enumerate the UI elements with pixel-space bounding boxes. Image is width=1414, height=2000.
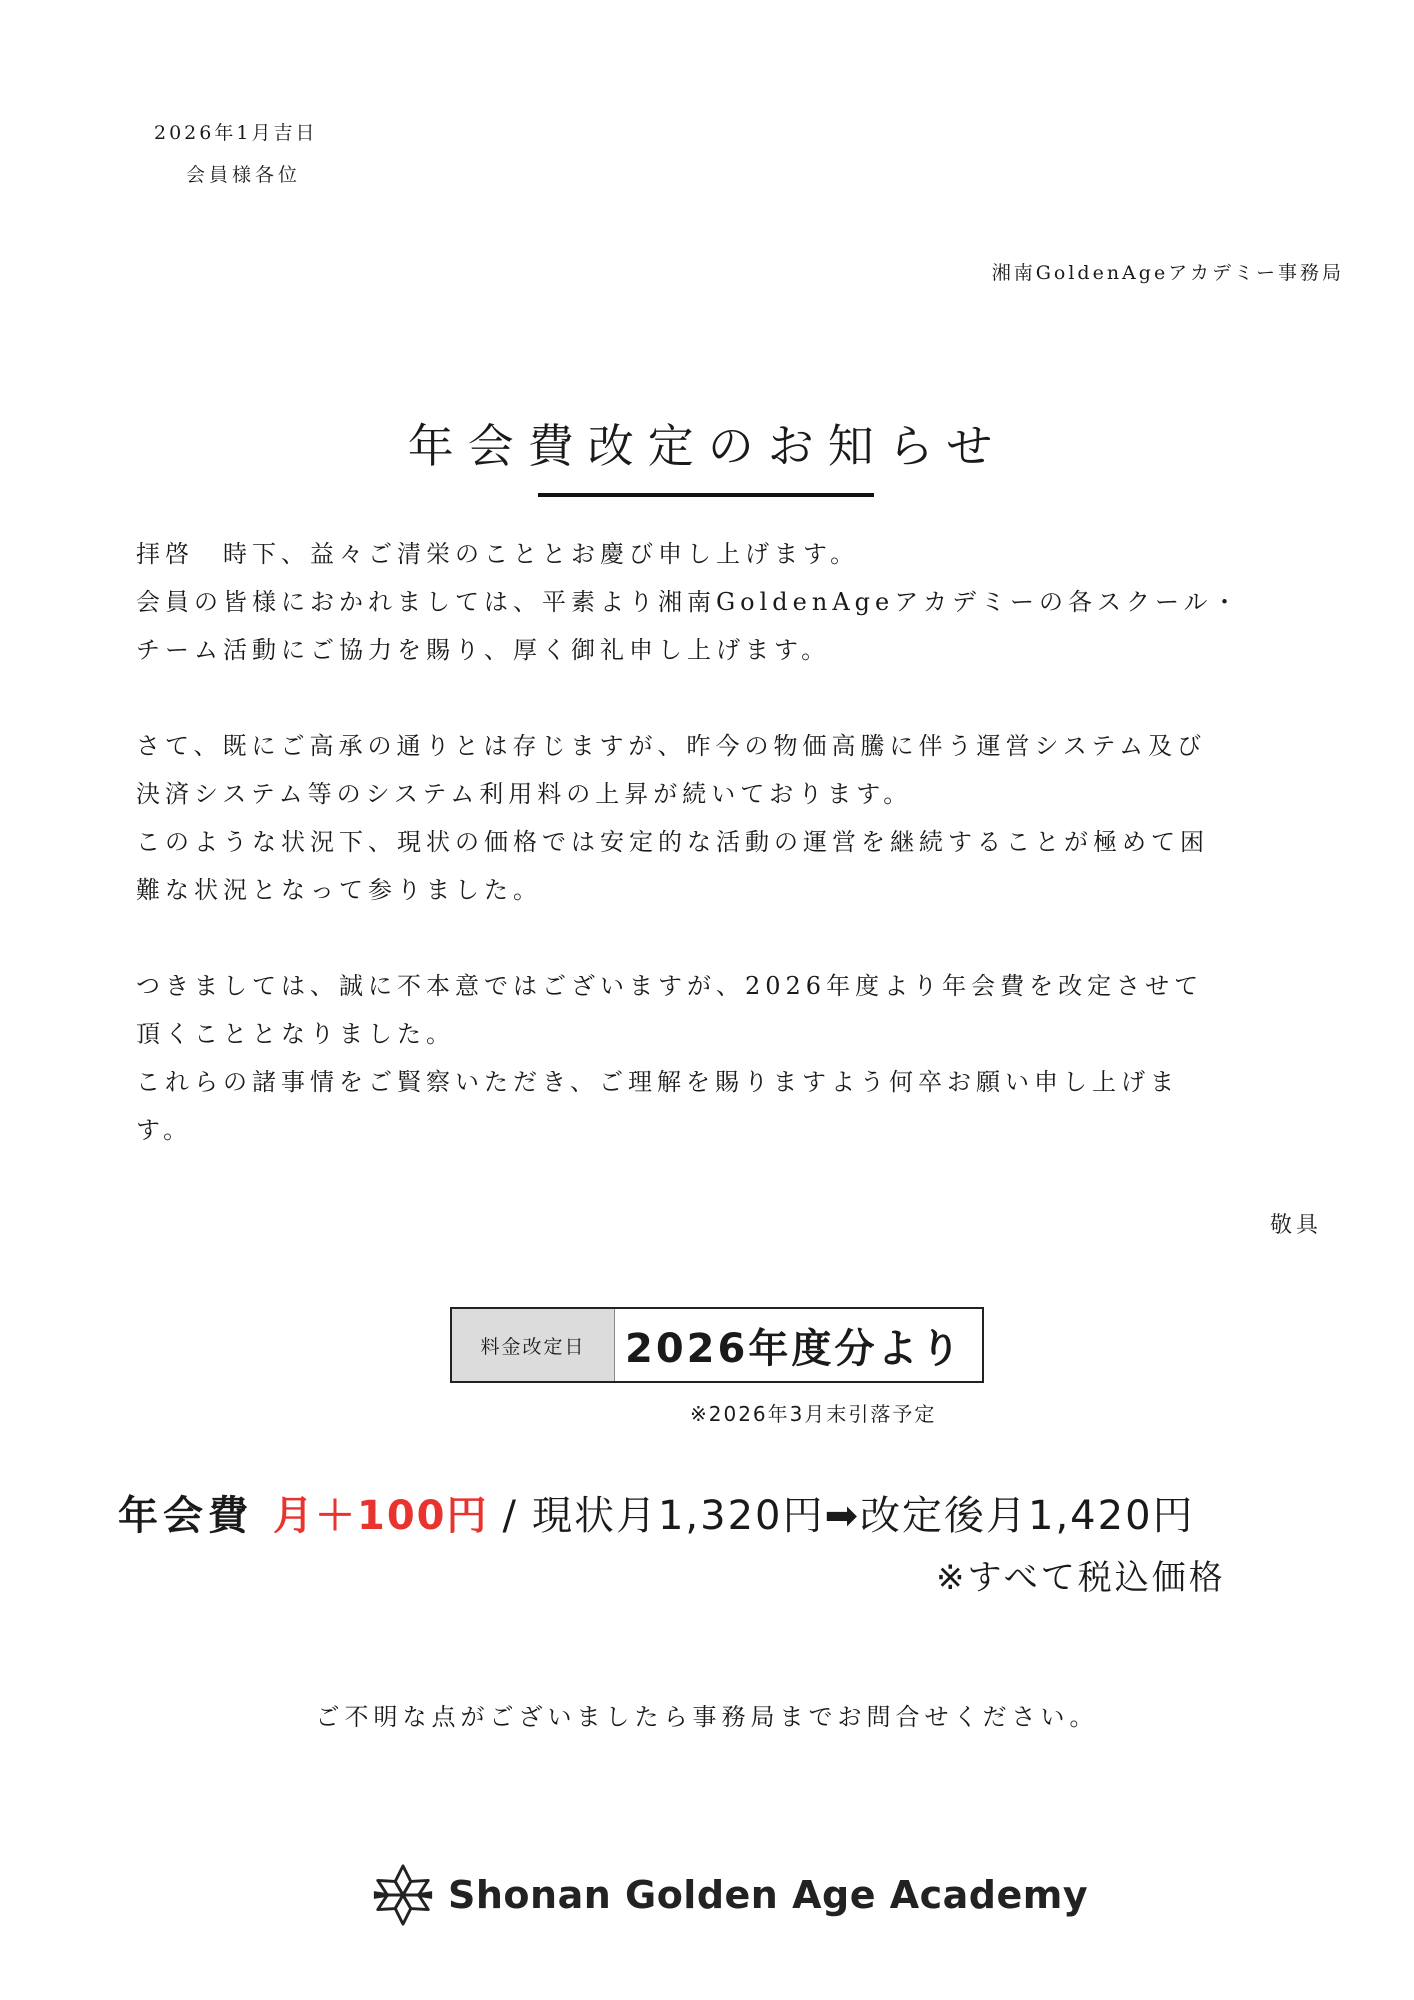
snowflake-logo-icon [370, 1862, 436, 1928]
fee-detail: 現状月1,320円➡改定後月1,420円 [531, 1493, 1195, 1539]
body-line: つきましては、誠に不本意ではございますが、2026年度より年会費を改定させて [136, 972, 1204, 1000]
body-line: 決済システム等のシステム利用料の上昇が続いております。 [136, 780, 913, 808]
revision-date-box [450, 1307, 984, 1383]
fee-separator: / [502, 1493, 518, 1539]
page-title: 年会費改定のお知らせ [407, 419, 1007, 473]
sender: 湘南GoldenAgeアカデミー事務局 [991, 262, 1344, 284]
body-line: 会員の皆様におかれましては、平素より湘南GoldenAgeアカデミーの各スクール・ [136, 588, 1242, 616]
paragraph-greeting [136, 530, 1326, 674]
tax-note: ※すべて税込価格 [936, 1558, 1226, 1598]
body-line: これらの諸事情をご賢察いただき、ご理解を賜りますよう何卒お願い申し上げま [136, 1068, 1180, 1096]
fee-summary [118, 1484, 1195, 1541]
letter-body [136, 530, 1326, 1202]
body-line: さて、既にご高承の通りとは存じますが、昨今の物価高騰に伴う運営システム及び [136, 732, 1207, 760]
fee-label: 年会費 [118, 1493, 253, 1539]
revision-date-label: 料金改定日 [452, 1309, 615, 1381]
closing-word: 敬具 [1269, 1213, 1322, 1238]
body-line: 頂くこととなりました。 [136, 1020, 455, 1048]
body-line: このような状況下、現状の価格では安定的な活動の運営を継続することが極めて困 [136, 828, 1209, 856]
academy-logo-text: Shonan Golden Age Academy [448, 1873, 1089, 1917]
recipient: 会員様各位 [186, 164, 302, 186]
body-line: 拝啓 時下、益々ご清栄のこととお慶び申し上げます。 [136, 540, 860, 568]
title-underline [538, 493, 874, 497]
academy-logo [370, 1862, 1088, 1928]
body-line: チーム活動にご協力を賜り、厚く御礼申し上げます。 [136, 636, 831, 664]
contact-note: ご不明な点がございましたら事務局までお問合せください。 [315, 1703, 1099, 1731]
paragraph-reason [136, 722, 1326, 914]
paragraph-request [136, 962, 1326, 1154]
body-line: す。 [136, 1116, 193, 1144]
body-line: 難な状況となって参りました。 [136, 876, 542, 904]
fee-increase: 月＋100円 [273, 1493, 489, 1539]
revision-note: ※2026年3月末引落予定 [690, 1402, 937, 1426]
revision-date-value: 2026年度分より [625, 1325, 964, 1372]
notice-date: 2026年1月吉日 [154, 122, 318, 144]
